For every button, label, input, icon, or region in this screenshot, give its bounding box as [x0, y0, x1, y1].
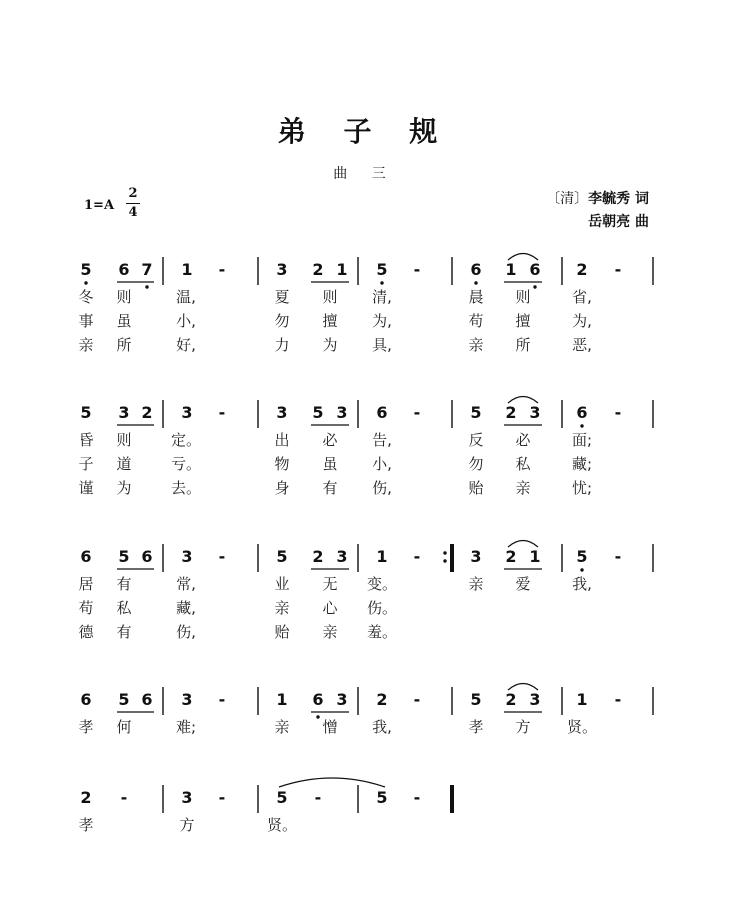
lyric-syllable: 爱	[515, 575, 531, 593]
lyricist-name: 李毓秀 词	[588, 191, 649, 207]
lyric-syllable: 定。	[170, 431, 202, 449]
lyric-syllable: 贤。	[266, 816, 298, 834]
lyric-syllable: 勿	[468, 455, 484, 473]
lyric-syllable: 出	[274, 431, 290, 449]
note-dash: -	[413, 260, 421, 279]
note: 5	[80, 403, 92, 422]
lyric-syllable: 藏,	[176, 599, 196, 617]
note: 1	[181, 260, 193, 279]
note-dash: -	[614, 690, 622, 709]
note: 3	[529, 403, 541, 422]
note: 6	[529, 260, 541, 279]
lyricist-era: 〔清〕	[546, 191, 589, 207]
lyric-syllable: 必	[515, 431, 531, 449]
note: 3	[336, 547, 348, 566]
lyric-syllable: 苟	[468, 312, 484, 330]
note-dash: -	[218, 260, 226, 279]
lyric-syllable: 谨	[78, 479, 94, 497]
note: 5	[118, 547, 130, 566]
lyric-syllable: 孝	[468, 718, 484, 736]
lyric-syllable: 去。	[170, 479, 202, 497]
lyric-syllable: 勿	[274, 312, 290, 330]
note-dash: -	[413, 547, 421, 566]
lyric-syllable: 夏	[274, 288, 290, 306]
note-dash: -	[120, 788, 128, 807]
lyric-syllable: 难;	[175, 718, 197, 736]
lyric-syllable: 亲	[78, 336, 94, 354]
lyric-syllable: 我,	[572, 575, 592, 593]
lyric-syllable: 冬	[78, 288, 94, 306]
note: 5	[376, 260, 388, 279]
octave-dot-below	[533, 285, 536, 288]
note-dash: -	[413, 690, 421, 709]
lyric-syllable: 物	[274, 455, 290, 473]
octave-dot-below	[145, 285, 148, 288]
lyric-syllable: 亏。	[170, 455, 202, 473]
lyric-syllable: 居	[78, 575, 94, 593]
lyric-syllable: 业	[274, 575, 290, 593]
repeat-dot	[443, 551, 446, 554]
octave-dot-below	[580, 424, 583, 427]
time-signature-bottom: 4	[128, 205, 138, 220]
lyric-syllable: 藏;	[571, 455, 593, 473]
note: 5	[276, 547, 288, 566]
lyric-syllable: 道	[116, 455, 132, 473]
lyric-syllable: 何	[116, 718, 132, 736]
lyric-syllable: 孝	[78, 816, 94, 834]
lyric-syllable: 变。	[366, 575, 398, 593]
note: 2	[312, 547, 324, 566]
octave-dot-below	[474, 281, 477, 284]
lyric-syllable: 方	[179, 816, 195, 834]
lyric-syllable: 面;	[571, 431, 593, 449]
lyric-syllable: 亲	[515, 479, 531, 497]
note: 5	[312, 403, 324, 422]
lyric-syllable: 无	[322, 575, 338, 593]
lyric-syllable: 小,	[176, 312, 196, 330]
lyric-syllable: 心	[322, 599, 338, 617]
note-dash: -	[314, 788, 322, 807]
lyric-syllable: 恶,	[572, 336, 592, 354]
octave-dot-below	[316, 715, 319, 718]
note: 3	[336, 403, 348, 422]
lyric-syllable: 方	[515, 718, 531, 736]
note: 5	[276, 788, 288, 807]
lyric-syllable: 温,	[176, 288, 196, 306]
lyric-syllable: 私	[515, 455, 531, 473]
note: 2	[80, 788, 92, 807]
repeat-dot	[443, 559, 446, 562]
note: 5	[118, 690, 130, 709]
lyric-syllable: 亲	[468, 336, 484, 354]
lyric-syllable: 必	[322, 431, 338, 449]
note-dash: -	[614, 260, 622, 279]
lyric-syllable: 清,	[372, 288, 392, 306]
note: 6	[141, 547, 153, 566]
lyric-syllable: 好,	[176, 336, 196, 354]
lyric-syllable: 省,	[572, 288, 592, 306]
lyric-syllable: 虽	[116, 312, 132, 330]
note: 2	[576, 260, 588, 279]
note: 6	[118, 260, 130, 279]
lyric-syllable: 告,	[372, 431, 392, 449]
note: 5	[470, 403, 482, 422]
lyric-syllable: 昏	[78, 431, 94, 449]
note: 2	[376, 690, 388, 709]
note: 6	[80, 547, 92, 566]
octave-dot-below	[580, 568, 583, 571]
note: 2	[505, 403, 517, 422]
lyric-syllable: 我,	[372, 718, 392, 736]
note: 1	[276, 690, 288, 709]
lyric-syllable: 伤,	[372, 479, 392, 497]
note: 7	[141, 260, 153, 279]
note-dash: -	[413, 403, 421, 422]
lyric-syllable: 有	[116, 575, 132, 593]
note: 2	[141, 403, 153, 422]
note: 2	[312, 260, 324, 279]
lyric-syllable: 则	[515, 288, 531, 306]
note-dash: -	[218, 690, 226, 709]
lyric-syllable: 德	[78, 623, 94, 641]
note: 1	[376, 547, 388, 566]
note: 3	[276, 260, 288, 279]
lyric-syllable: 亲	[468, 575, 484, 593]
lyric-syllable: 伤。	[366, 599, 398, 617]
key-signature: 1=A	[84, 198, 115, 213]
lyric-syllable: 羞。	[366, 623, 398, 641]
lyric-syllable: 事	[78, 312, 94, 330]
note-dash: -	[413, 788, 421, 807]
octave-dot-below	[380, 281, 383, 284]
lyric-syllable: 贻	[274, 623, 290, 641]
lyric-syllable: 为,	[572, 312, 592, 330]
lyric-syllable: 具,	[372, 336, 392, 354]
note: 3	[181, 788, 193, 807]
note: 6	[312, 690, 324, 709]
note: 6	[576, 403, 588, 422]
lyric-syllable: 有	[322, 479, 338, 497]
lyric-syllable: 亲	[274, 599, 290, 617]
note: 5	[576, 547, 588, 566]
lyric-syllable: 则	[116, 431, 132, 449]
note: 6	[80, 690, 92, 709]
song-title: 弟 子 规	[277, 115, 452, 148]
lyric-syllable: 为	[116, 479, 132, 497]
lyric-syllable: 晨	[468, 288, 484, 306]
lyric-syllable: 常,	[176, 575, 196, 593]
lyric-syllable: 则	[116, 288, 132, 306]
note: 1	[576, 690, 588, 709]
lyric-syllable: 孝	[78, 718, 94, 736]
note-dash: -	[218, 403, 226, 422]
lyric-syllable: 为	[322, 336, 338, 354]
composer-credit: 岳朝亮 曲	[588, 214, 649, 230]
note: 1	[505, 260, 517, 279]
lyric-syllable: 贤。	[566, 718, 598, 736]
octave-dot-below	[84, 281, 87, 284]
note-dash: -	[218, 788, 226, 807]
lyric-syllable: 伤,	[176, 623, 196, 641]
note: 3	[336, 690, 348, 709]
note: 3	[181, 403, 193, 422]
lyric-syllable: 小,	[372, 455, 392, 473]
lyric-syllable: 私	[116, 599, 132, 617]
lyric-syllable: 虽	[322, 455, 338, 473]
note: 3	[118, 403, 130, 422]
lyric-syllable: 身	[274, 479, 290, 497]
lyric-syllable: 力	[274, 336, 290, 354]
note: 2	[505, 690, 517, 709]
lyric-syllable: 忧;	[571, 479, 593, 497]
lyric-syllable: 反	[468, 431, 484, 449]
lyric-syllable: 擅	[515, 312, 531, 330]
note: 6	[376, 403, 388, 422]
note-dash: -	[614, 403, 622, 422]
lyric-syllable: 子	[78, 455, 94, 473]
note: 3	[276, 403, 288, 422]
note: 1	[336, 260, 348, 279]
lyric-syllable: 则	[322, 288, 338, 306]
note: 1	[529, 547, 541, 566]
time-signature-top: 2	[128, 186, 138, 201]
lyric-syllable: 为,	[372, 312, 392, 330]
note: 6	[470, 260, 482, 279]
note-dash: -	[218, 547, 226, 566]
note-dash: -	[614, 547, 622, 566]
lyric-syllable: 亲	[274, 718, 290, 736]
lyric-syllable: 擅	[322, 312, 338, 330]
note: 5	[376, 788, 388, 807]
note: 3	[529, 690, 541, 709]
lyric-syllable: 亲	[322, 623, 338, 641]
note: 3	[181, 690, 193, 709]
note: 5	[470, 690, 482, 709]
song-subtitle: 曲 三	[333, 166, 396, 182]
note: 6	[141, 690, 153, 709]
lyric-syllable: 贻	[468, 479, 484, 497]
note: 3	[181, 547, 193, 566]
lyric-syllable: 所	[515, 336, 531, 354]
lyric-syllable: 憎	[322, 718, 338, 736]
tie	[279, 778, 385, 787]
lyric-syllable: 苟	[78, 599, 94, 617]
note: 3	[470, 547, 482, 566]
note: 5	[80, 260, 92, 279]
note: 2	[505, 547, 517, 566]
lyric-syllable: 有	[116, 623, 132, 641]
lyric-syllable: 所	[116, 336, 132, 354]
